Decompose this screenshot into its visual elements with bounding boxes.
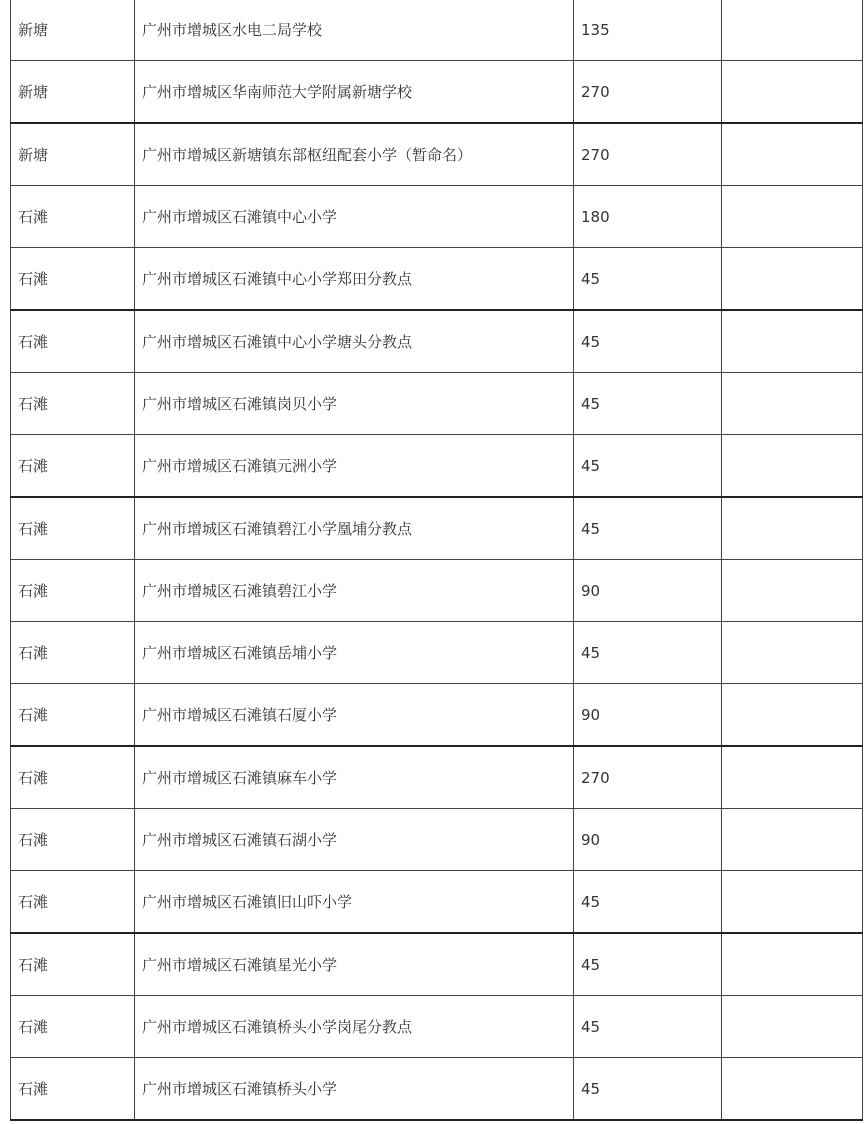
- town-cell: 新塘: [11, 123, 135, 186]
- note-cell: [722, 435, 863, 498]
- school-table-container: [10, 0, 861, 1121]
- school-name-cell: 广州市增城区石滩镇石厦小学: [135, 684, 574, 747]
- school-name-cell: 广州市增城区石滩镇中心小学塘头分教点: [135, 310, 574, 373]
- school-name-cell: 广州市增城区石滩镇碧江小学: [135, 560, 574, 622]
- enrollment-count-cell: 45: [574, 871, 722, 934]
- town-cell: 石滩: [11, 560, 135, 622]
- note-cell: [722, 933, 863, 996]
- table-row: [11, 373, 863, 435]
- enrollment-count-cell: 45: [574, 622, 722, 684]
- school-name-cell: 广州市增城区石滩镇碧江小学凰埔分教点: [135, 497, 574, 560]
- school-name-cell: 广州市增城区石滩镇桥头小学: [135, 1058, 574, 1121]
- school-name-cell: 广州市增城区石滩镇石湖小学: [135, 809, 574, 871]
- enrollment-count-cell: 135: [574, 0, 722, 61]
- enrollment-count-cell: 90: [574, 560, 722, 622]
- note-cell: [722, 996, 863, 1058]
- school-name-cell: 广州市增城区新塘镇东部枢纽配套小学（暂命名）: [135, 123, 574, 186]
- town-cell: 石滩: [11, 310, 135, 373]
- town-cell: 石滩: [11, 684, 135, 747]
- school-name-cell: 广州市增城区华南师范大学附属新塘学校: [135, 61, 574, 124]
- table-row: [11, 123, 863, 186]
- table-row: [11, 996, 863, 1058]
- town-cell: 新塘: [11, 0, 135, 61]
- note-cell: [722, 746, 863, 809]
- school-name-cell: 广州市增城区石滩镇旧山吓小学: [135, 871, 574, 934]
- town-cell: 石滩: [11, 871, 135, 934]
- note-cell: [722, 1058, 863, 1121]
- note-cell: [722, 560, 863, 622]
- town-cell: 石滩: [11, 622, 135, 684]
- school-name-cell: 广州市增城区石滩镇元洲小学: [135, 435, 574, 498]
- town-cell: 石滩: [11, 809, 135, 871]
- enrollment-count-cell: 270: [574, 746, 722, 809]
- note-cell: [722, 310, 863, 373]
- table-row: [11, 61, 863, 124]
- enrollment-count-cell: 45: [574, 1058, 722, 1121]
- town-cell: 石滩: [11, 435, 135, 498]
- table-body: [11, 0, 863, 1120]
- school-name-cell: 广州市增城区石滩镇麻车小学: [135, 746, 574, 809]
- note-cell: [722, 186, 863, 248]
- note-cell: [722, 622, 863, 684]
- town-cell: 石滩: [11, 373, 135, 435]
- enrollment-count-cell: 270: [574, 61, 722, 124]
- town-cell: 石滩: [11, 996, 135, 1058]
- town-cell: 石滩: [11, 248, 135, 311]
- enrollment-count-cell: 45: [574, 248, 722, 311]
- town-cell: 石滩: [11, 497, 135, 560]
- enrollment-count-cell: 270: [574, 123, 722, 186]
- table-row: [11, 248, 863, 311]
- table-row: [11, 684, 863, 747]
- enrollment-count-cell: 45: [574, 373, 722, 435]
- school-name-cell: 广州市增城区石滩镇中心小学: [135, 186, 574, 248]
- note-cell: [722, 248, 863, 311]
- note-cell: [722, 871, 863, 934]
- note-cell: [722, 373, 863, 435]
- note-cell: [722, 497, 863, 560]
- enrollment-count-cell: 45: [574, 435, 722, 498]
- enrollment-count-cell: 45: [574, 497, 722, 560]
- school-name-cell: 广州市增城区石滩镇桥头小学岗尾分教点: [135, 996, 574, 1058]
- town-cell: 石滩: [11, 933, 135, 996]
- table-row: [11, 809, 863, 871]
- note-cell: [722, 61, 863, 124]
- enrollment-count-cell: 90: [574, 684, 722, 747]
- school-name-cell: 广州市增城区石滩镇中心小学郑田分教点: [135, 248, 574, 311]
- town-cell: 石滩: [11, 186, 135, 248]
- school-enrollment-table: [10, 0, 863, 1121]
- note-cell: [722, 684, 863, 747]
- table-row: [11, 497, 863, 560]
- enrollment-count-cell: 45: [574, 933, 722, 996]
- town-cell: 石滩: [11, 1058, 135, 1121]
- school-name-cell: 广州市增城区石滩镇星光小学: [135, 933, 574, 996]
- table-row: [11, 560, 863, 622]
- table-row: [11, 310, 863, 373]
- table-row: [11, 933, 863, 996]
- table-row: [11, 186, 863, 248]
- enrollment-count-cell: 45: [574, 996, 722, 1058]
- enrollment-count-cell: 180: [574, 186, 722, 248]
- enrollment-count-cell: 90: [574, 809, 722, 871]
- school-name-cell: 广州市增城区石滩镇岗贝小学: [135, 373, 574, 435]
- enrollment-count-cell: 45: [574, 310, 722, 373]
- table-row: [11, 1058, 863, 1121]
- town-cell: 石滩: [11, 746, 135, 809]
- table-row: [11, 871, 863, 934]
- table-row: [11, 435, 863, 498]
- town-cell: 新塘: [11, 61, 135, 124]
- table-row: [11, 746, 863, 809]
- note-cell: [722, 123, 863, 186]
- school-name-cell: 广州市增城区水电二局学校: [135, 0, 574, 61]
- table-row: [11, 0, 863, 61]
- note-cell: [722, 809, 863, 871]
- school-name-cell: 广州市增城区石滩镇岳埔小学: [135, 622, 574, 684]
- table-row: [11, 622, 863, 684]
- note-cell: [722, 0, 863, 61]
